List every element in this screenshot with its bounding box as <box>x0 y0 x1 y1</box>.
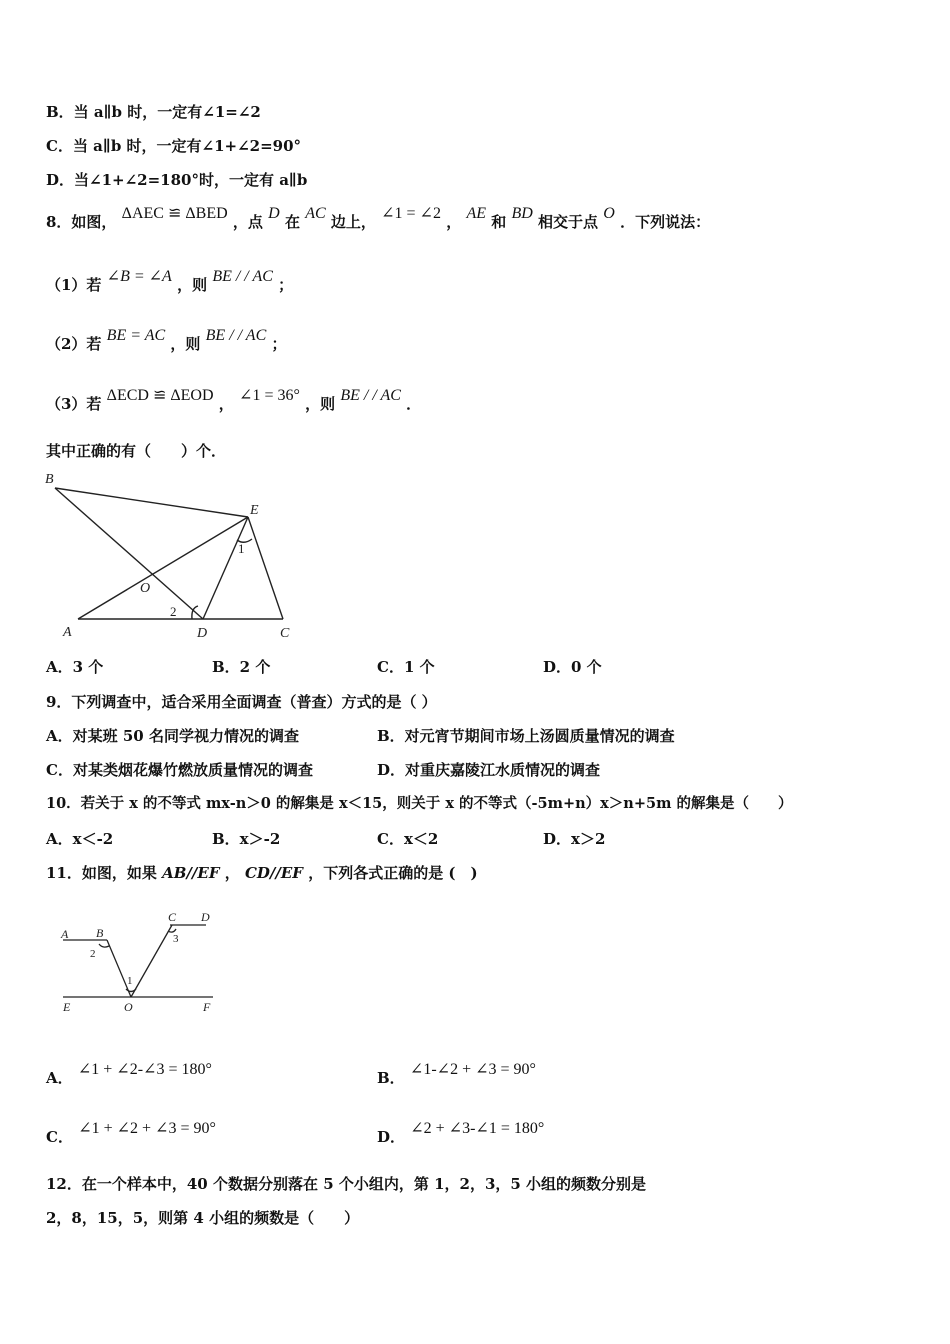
q11-option-b <box>377 1061 536 1089</box>
q8-stem-text: 8．如图， <box>46 213 117 231</box>
label-f: F <box>203 1000 211 1014</box>
option-formula: ∠1 + ∠2-∠3 = 180° <box>77 1061 212 1078</box>
angle-2-arc <box>99 944 109 947</box>
label-e: E <box>250 503 259 518</box>
q10-option-b: B．x＞-2 <box>212 830 281 848</box>
q8-ask: 其中正确的有（ ）个． <box>46 442 227 460</box>
label-d: D <box>197 626 208 641</box>
q8-stem-text: ，点 <box>232 213 263 231</box>
q8-claim-2 <box>46 327 287 355</box>
option-label: B． <box>377 1069 405 1087</box>
q11-stem-text: ，下列各式正确的是 ( ) <box>308 864 478 882</box>
q8-option-a: A．3 个 <box>46 658 104 676</box>
claim-condition: BE = AC <box>106 327 166 344</box>
q11-option-d <box>377 1120 545 1148</box>
label-angle-2: 2 <box>170 604 177 619</box>
q8-congruence: ΔAEC ≌ ΔBED <box>121 205 228 222</box>
q8-point-o: O <box>603 205 615 222</box>
option-label: D． <box>377 1128 406 1146</box>
option-formula: ∠1-∠2 + ∠3 = 90° <box>409 1061 536 1078</box>
q7-option-c: C．当 a∥b 时，一定有∠1+∠2=90° <box>46 137 302 155</box>
claim-condition: ∠B = ∠A <box>106 268 172 285</box>
q11-parallel-cd-ef: CD//EF <box>244 864 303 882</box>
q8-figure <box>40 466 310 646</box>
label-o: O <box>124 1000 133 1014</box>
segment-oc <box>131 925 172 997</box>
q9-option-a: A．对某班 50 名同学视力情况的调查 <box>46 727 299 745</box>
claim-text: （3）若 <box>46 395 102 413</box>
q9-option-b: B．对元宵节期间市场上汤圆质量情况的调查 <box>377 727 675 745</box>
segment-bd <box>55 488 203 619</box>
label-c: C <box>168 910 177 924</box>
q10-option-c: C．x＜2 <box>377 830 439 848</box>
claim-text: ，则 <box>170 335 201 353</box>
q11-option-a <box>46 1061 212 1089</box>
q10-stem: 10．若关于 x 的不等式 mx-n＞0 的解集是 x＜15，则关于 x 的不等式（-5m+n）x＞n+5m 的解集是（ ） <box>46 795 793 812</box>
q8-stem-text: 相交于点 <box>538 213 599 231</box>
q11-parallel-ab-ef: AB//EF <box>162 864 220 882</box>
q8-stem <box>46 205 711 233</box>
label-angle-2: 2 <box>90 948 96 960</box>
label-a: A <box>63 625 72 640</box>
q8-stem-text: 和 <box>491 213 507 231</box>
option-label: A． <box>46 1069 73 1087</box>
claim-text: ， <box>218 395 234 413</box>
claim-conclusion: BE / / AC <box>205 327 267 344</box>
q12-stem-line-1: 12．在一个样本中，40 个数据分别落在 5 个小组内，第 1，2，3，5 小组的频数分别是 <box>46 1175 647 1193</box>
claim-text: ，则 <box>177 276 208 294</box>
q8-segment-bd: BD <box>511 205 533 222</box>
claim-text: （1）若 <box>46 276 102 294</box>
label-b: B <box>96 926 104 940</box>
q9-option-c: C．对某类烟花爆竹燃放质量情况的调查 <box>46 761 313 779</box>
q7-option-d: D．当∠1+∠2=180°时，一定有 a∥b <box>46 171 308 189</box>
claim-text: ； <box>278 276 294 294</box>
claim-text: ； <box>271 335 287 353</box>
segment-be <box>55 488 248 517</box>
q10-option-a: A．x＜-2 <box>46 830 114 848</box>
q8-segment-ae: AE <box>466 205 486 222</box>
q12-stem-line-2: 2，8，15，5，则第 4 小组的频数是（ ） <box>46 1209 360 1227</box>
q8-stem-text: ， <box>446 213 462 231</box>
option-formula: ∠2 + ∠3-∠1 = 180° <box>410 1120 545 1137</box>
q8-point-d: D <box>268 205 280 222</box>
q8-claim-3 <box>46 387 422 415</box>
segment-bo <box>107 940 131 997</box>
q8-claim-1 <box>46 268 294 296</box>
q8-segment-ac: AC <box>305 205 326 222</box>
label-b: B <box>45 472 54 487</box>
claim-conclusion: BE / / AC <box>340 387 401 404</box>
q11-stem-text: ， <box>224 864 240 882</box>
q9-option-d: D．对重庆嘉陵江水质情况的调查 <box>377 761 601 779</box>
q8-stem-text: 边上， <box>330 213 376 231</box>
q8-stem-text: ．下列说法： <box>620 213 711 231</box>
option-label: C． <box>46 1128 73 1146</box>
claim-conclusion: BE / / AC <box>212 268 273 285</box>
label-angle-3: 3 <box>173 933 179 945</box>
q8-stem-text: 在 <box>284 213 300 231</box>
label-a: A <box>61 927 69 941</box>
label-o: O <box>140 581 151 596</box>
segment-ec <box>248 517 283 619</box>
q11-stem-text: 11．如图，如果 <box>46 864 157 882</box>
option-formula: ∠1 + ∠2 + ∠3 = 90° <box>78 1120 216 1137</box>
claim-text: ． <box>406 395 422 413</box>
q11-figure <box>55 904 225 1019</box>
q8-angle-equality: ∠1 = ∠2 <box>381 205 441 222</box>
claim-condition: ∠1 = 36° <box>239 387 300 404</box>
segment-de <box>203 517 248 619</box>
claim-text: ，则 <box>305 395 336 413</box>
claim-text: （2）若 <box>46 335 102 353</box>
label-e: E <box>63 1000 71 1014</box>
label-angle-1: 1 <box>127 975 133 987</box>
label-d: D <box>201 910 210 924</box>
segment-ae <box>78 517 248 619</box>
q8-option-c: C．1 个 <box>377 658 435 676</box>
claim-condition: ΔECD ≌ ΔEOD <box>106 387 214 404</box>
q8-option-d: D．0 个 <box>543 658 602 676</box>
q11-stem <box>46 863 478 883</box>
q10-option-d: D．x＞2 <box>543 830 606 848</box>
q8-option-b: B．2 个 <box>212 658 271 676</box>
q11-option-c <box>46 1120 216 1148</box>
label-angle-1: 1 <box>238 541 245 556</box>
q7-option-b: B．当 a∥b 时，一定有∠1=∠2 <box>46 103 261 121</box>
label-c: C <box>280 626 290 641</box>
q9-stem: 9．下列调查中，适合采用全面调查（普查）方式的是（ ） <box>46 693 437 711</box>
